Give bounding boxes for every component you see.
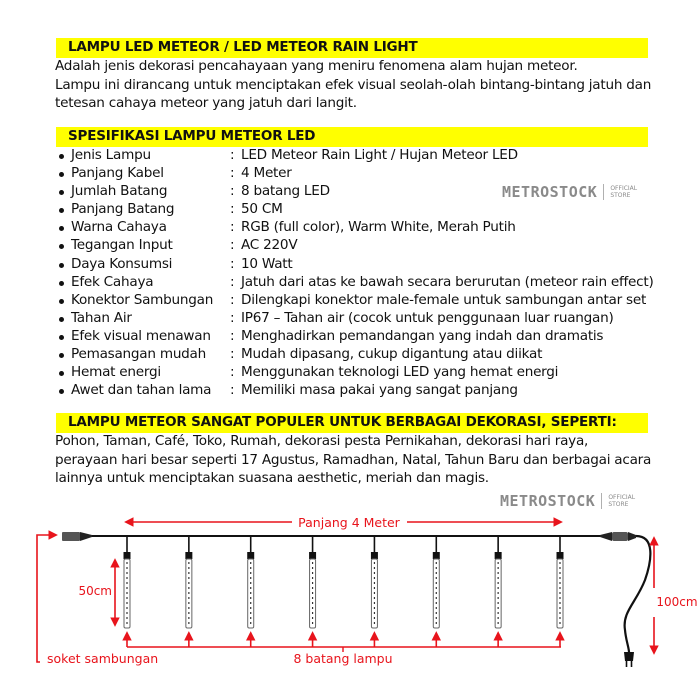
spec-value: Jatuh dari atas ke bawah secara berurutan (meteor rain effect): [241, 273, 654, 290]
drop-length-label: 100cm: [656, 595, 698, 609]
spec-label: Hemat energi: [71, 364, 161, 381]
spec-value: Menghadirkan pemandangan yang indah dan dramatis: [241, 327, 604, 344]
uses-line: lainnya untuk menciptakan suasana aesthetic, meriah dan magis.: [55, 470, 489, 486]
spec-value: Menggunakan teknologi LED yang hemat energi: [241, 364, 559, 381]
spec-label: Daya Konsumsi: [71, 255, 173, 272]
tube-pointer-arrows: [127, 633, 560, 647]
spec-label: Panjang Kabel: [71, 165, 164, 182]
spec-label: Jumlah Batang: [71, 183, 168, 200]
spec-value: RGB (full color), Warm White, Merah Putih: [241, 219, 516, 236]
spec-separator: :: [230, 165, 235, 182]
heading-specs: SPESIFIKASI LAMPU METEOR LED: [68, 128, 316, 144]
lamp-tube: [495, 536, 502, 628]
spec-separator: :: [230, 364, 235, 381]
socket-connector-icon: [62, 532, 92, 541]
spec-value: 8 batang LED: [241, 183, 330, 200]
logo-sub-official: OFFICIAL: [608, 494, 636, 501]
heading-intro: LAMPU LED METEOR / LED METEOR RAIN LIGHT: [68, 39, 418, 55]
spec-label: Panjang Batang: [71, 201, 175, 218]
lamp-tube: [309, 536, 316, 628]
spec-label: Pemasangan mudah: [71, 346, 207, 363]
spec-separator: :: [230, 147, 235, 163]
spec-separator: :: [230, 309, 235, 326]
spec-separator: :: [230, 327, 235, 344]
spec-value: Mudah dipasang, cukup digantung atau diikat: [241, 346, 543, 363]
spec-label: Warna Cahaya: [71, 219, 167, 236]
spec-label: Tegangan Input: [71, 237, 173, 254]
logo-name: METROSTOCK: [500, 492, 596, 510]
spec-value: IP67 – Tahan air (cocok untuk penggunaan luar ruangan): [241, 309, 614, 326]
uses-line: Pohon, Taman, Café, Toko, Rumah, dekorasi pesta Pernikahan, dekorasi hari raya,: [55, 433, 589, 449]
spec-separator: :: [230, 219, 235, 236]
plug-connector-icon: [600, 532, 636, 541]
tube-length-label: 50cm: [78, 584, 112, 598]
spec-label: Tahan Air: [71, 309, 132, 326]
logo-name: METROSTOCK: [502, 183, 598, 201]
spec-separator: :: [230, 255, 235, 272]
spec-label: Jenis Lampu: [71, 147, 151, 163]
heading-uses: LAMPU METEOR SANGAT POPULER UNTUK BERBAGAI DEKORASI, SEPERTI:: [68, 414, 617, 430]
spec-value: 4 Meter: [241, 165, 292, 182]
spec-separator: :: [230, 291, 235, 308]
spec-separator: :: [230, 201, 235, 218]
lamp-tube: [557, 536, 564, 628]
uses-line: perayaan hari besar seperti 17 Agustus, Ramadhan, Natal, Tahun Baru dan berbagai acara: [55, 451, 652, 468]
intro-line: tetesan cahaya meteor yang jatuh dari langit.: [55, 95, 357, 111]
spec-value: AC 220V: [241, 237, 298, 254]
spec-separator: :: [230, 382, 235, 399]
spec-separator: :: [230, 237, 235, 254]
spec-separator: :: [230, 346, 235, 363]
spec-separator: :: [230, 183, 235, 200]
lamp-tube: [433, 536, 440, 628]
logo-sub-store: STORE: [608, 501, 629, 508]
spec-separator: :: [230, 273, 235, 290]
spec-value: 50 CM: [241, 201, 283, 218]
lamp-tube: [247, 536, 254, 628]
spec-label: Awet dan tahan lama: [71, 382, 212, 399]
spec-label: Efek Cahaya: [71, 273, 154, 290]
intro-line: Lampu ini dirancang untuk menciptakan efek visual seolah-olah bintang-bintang jatuh dan: [55, 76, 652, 93]
logo-sub-store: STORE: [610, 192, 631, 199]
spec-value: LED Meteor Rain Light / Hujan Meteor LED: [241, 147, 518, 163]
spec-label: Konektor Sambungan: [71, 291, 214, 308]
socket-bracket-arrow: [37, 535, 56, 662]
tubes-label: 8 batang lampu: [293, 651, 393, 666]
spec-label: Efek visual menawan: [71, 327, 211, 344]
logo-sub-official: OFFICIAL: [610, 185, 638, 192]
lamp-tube: [124, 536, 131, 628]
socket-label: soket sambungan: [47, 651, 159, 666]
spec-value: 10 Watt: [241, 255, 293, 272]
power-plug-icon: [624, 652, 634, 667]
lamp-tube: [185, 536, 192, 628]
power-cord: [625, 536, 651, 655]
length-label: Panjang 4 Meter: [298, 515, 400, 530]
spec-value: Memiliki masa pakai yang sangat panjang: [241, 382, 518, 399]
intro-line: Adalah jenis dekorasi pencahayaan yang meniru fenomena alam hujan meteor.: [55, 58, 578, 74]
lamp-tube: [371, 536, 378, 628]
lamp-tubes: [124, 536, 564, 628]
spec-value: Dilengkapi konektor male-female untuk sambungan antar set: [241, 291, 647, 308]
